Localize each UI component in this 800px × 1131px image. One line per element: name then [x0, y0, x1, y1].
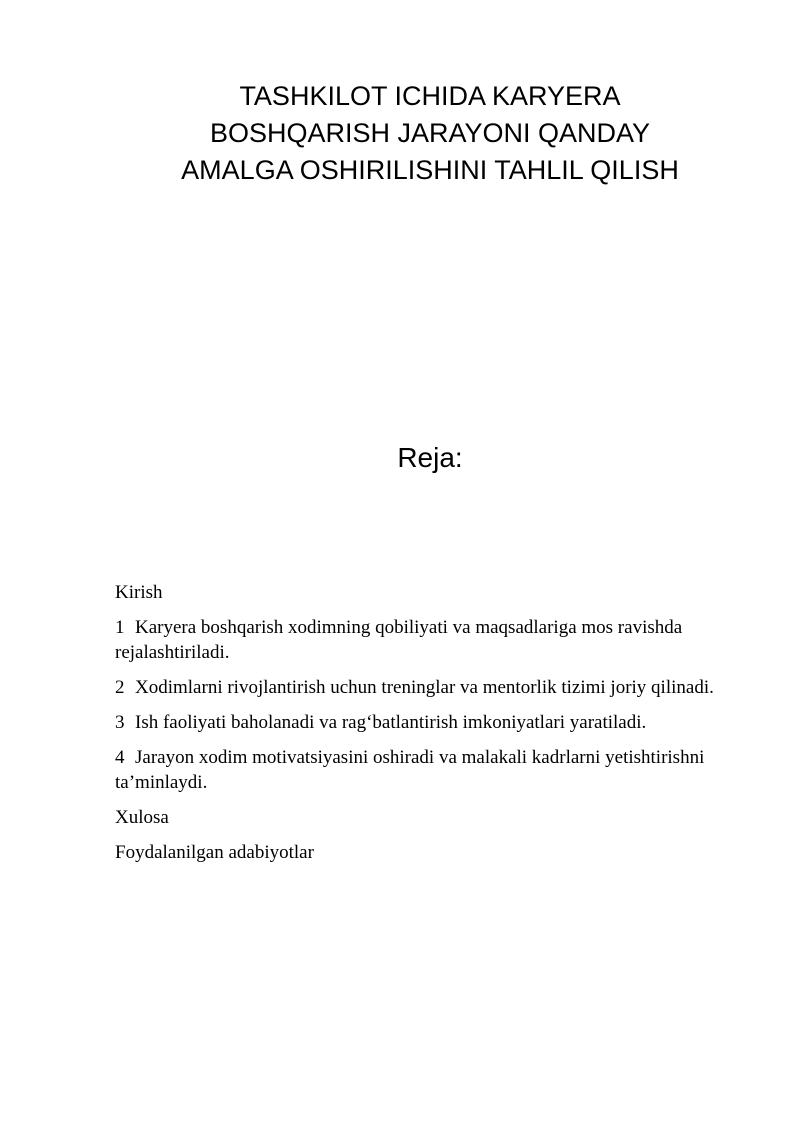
plan-item-text: Xodimlarni rivojlantirish uchun treninglar va mentorlik tizimi joriy qilinadi.: [135, 677, 714, 698]
plan-heading: Reja:: [397, 442, 463, 473]
document-title: [80, 78, 780, 189]
plan-references: Foydalanilgan adabiyotlar: [115, 842, 314, 863]
title-line: AMALGA OSHIRILISHINI TAHLIL QILISH: [181, 155, 679, 185]
title-line: TASHKILOT ICHIDA KARYERA: [239, 81, 621, 111]
title-line: BOSHQARISH JARAYONI QANDAY: [209, 118, 651, 148]
plan-item: [115, 675, 735, 700]
plan-item-text: Karyera boshqarish xodimning qobiliyati va maqsadlariga mos ravishda rejalashtiriladi.: [115, 617, 683, 663]
plan-item-number: 3: [115, 712, 125, 733]
plan-list: [115, 580, 735, 875]
plan-item: [115, 710, 735, 735]
plan-item-text: Ish faoliyati baholanadi va rag‘batlantirish imkoniyatlari yaratiladi.: [135, 712, 647, 733]
plan-item-text: Jarayon xodim motivatsiyasini oshiradi va malakali kadrlarni yetishtirishni ta’minlaydi.: [115, 747, 705, 793]
plan-item-number: 4: [115, 747, 125, 768]
plan-item-number: 1: [115, 617, 125, 638]
plan-conclusion: Xulosa: [115, 807, 169, 828]
plan-item-number: 2: [115, 677, 125, 698]
plan-intro: Kirish: [115, 582, 163, 603]
plan-item: [115, 745, 735, 795]
plan-item: [115, 615, 735, 665]
